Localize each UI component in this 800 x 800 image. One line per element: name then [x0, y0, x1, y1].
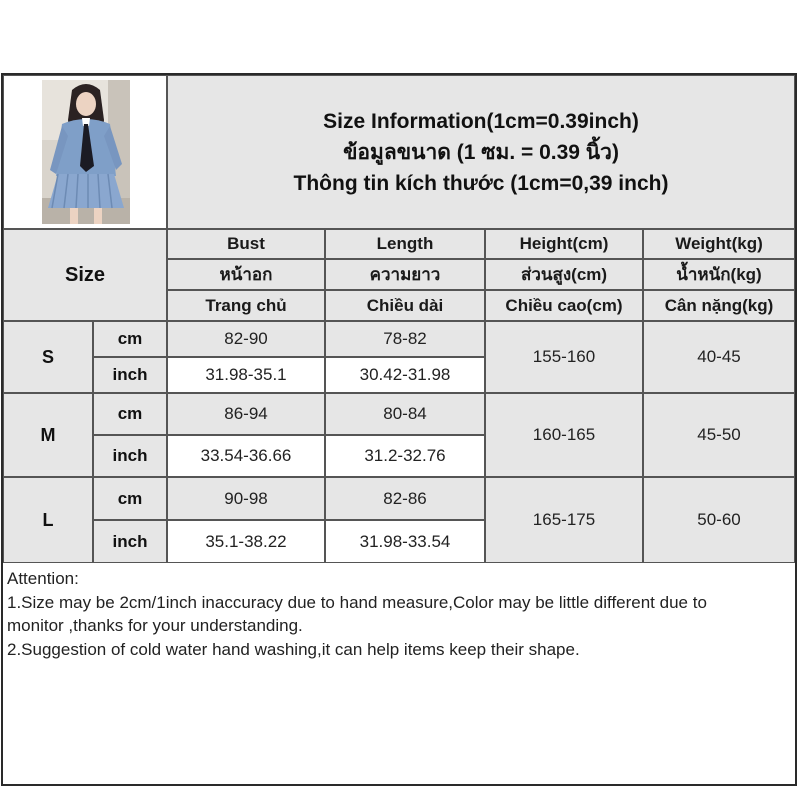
size-l-unit-cm: cm: [93, 477, 167, 520]
header-bust-vi: Trang chủ: [167, 290, 325, 321]
size-s-height: 155-160: [485, 321, 643, 393]
size-l-bust-cm: 90-98: [167, 477, 325, 520]
title-line-th: ข้อมูลขนาด (1 ซม. = 0.39 นิ้ว): [343, 140, 619, 164]
header-bust-th: หน้าอก: [167, 259, 325, 290]
model-image: [42, 80, 130, 224]
size-s-weight: 40-45: [643, 321, 795, 393]
size-s-unit-inch: inch: [93, 357, 167, 393]
header-length-vi: Chiều dài: [325, 290, 485, 321]
size-l-bust-inch: 35.1-38.22: [167, 520, 325, 563]
size-m-length-cm: 80-84: [325, 393, 485, 435]
size-m-weight: 45-50: [643, 393, 795, 477]
title-line-vi: Thông tin kích thước (1cm=0,39 inch): [293, 171, 669, 195]
product-photo-cell: [3, 75, 167, 229]
size-l-length-inch: 31.98-33.54: [325, 520, 485, 563]
size-m-unit-cm: cm: [93, 393, 167, 435]
size-s-length-inch: 30.42-31.98: [325, 357, 485, 393]
header-bust-en: Bust: [167, 229, 325, 259]
attention-notes: [3, 567, 795, 661]
size-s-unit-cm: cm: [93, 321, 167, 357]
size-m-length-inch: 31.2-32.76: [325, 435, 485, 477]
header-height-vi: Chiều cao(cm): [485, 290, 643, 321]
size-l-height: 165-175: [485, 477, 643, 563]
size-l-weight: 50-60: [643, 477, 795, 563]
size-s-bust-cm: 82-90: [167, 321, 325, 357]
header-length-th: ความยาว: [325, 259, 485, 290]
size-m-label: M: [3, 393, 93, 477]
size-l-length-cm: 82-86: [325, 477, 485, 520]
size-header: [3, 229, 167, 321]
chart-title: [167, 75, 795, 229]
notes-line-3: 2.Suggestion of cold water hand washing,it can help items keep their shape.: [7, 639, 580, 659]
notes-line-1: 1.Size may be 2cm/1inch inaccuracy due to hand measure,Color may be little different due to: [7, 592, 707, 612]
title-line-en: Size Information(1cm=0.39inch): [323, 109, 639, 133]
size-m-bust-cm: 86-94: [167, 393, 325, 435]
size-header-label: Size: [64, 263, 106, 286]
header-weight-en: Weight(kg): [643, 229, 795, 259]
size-m-unit-inch: inch: [93, 435, 167, 477]
header-weight-vi: Cân nặng(kg): [643, 290, 795, 321]
size-chart: [1, 73, 797, 786]
size-m-bust-inch: 33.54-36.66: [167, 435, 325, 477]
notes-line-2: monitor ,thanks for your understanding.: [7, 616, 303, 635]
size-s-bust-inch: 31.98-35.1: [167, 357, 325, 393]
header-weight-th: น้ำหนัก(kg): [643, 259, 795, 290]
size-s-label: S: [3, 321, 93, 393]
notes-heading: Attention:: [7, 569, 79, 588]
product-photo: [42, 80, 130, 224]
size-s-length-cm: 78-82: [325, 321, 485, 357]
header-height-en: Height(cm): [485, 229, 643, 259]
size-l-label: L: [3, 477, 93, 563]
size-m-height: 160-165: [485, 393, 643, 477]
header-height-th: ส่วนสูง(cm): [485, 259, 643, 290]
size-l-unit-inch: inch: [93, 520, 167, 563]
header-length-en: Length: [325, 229, 485, 259]
